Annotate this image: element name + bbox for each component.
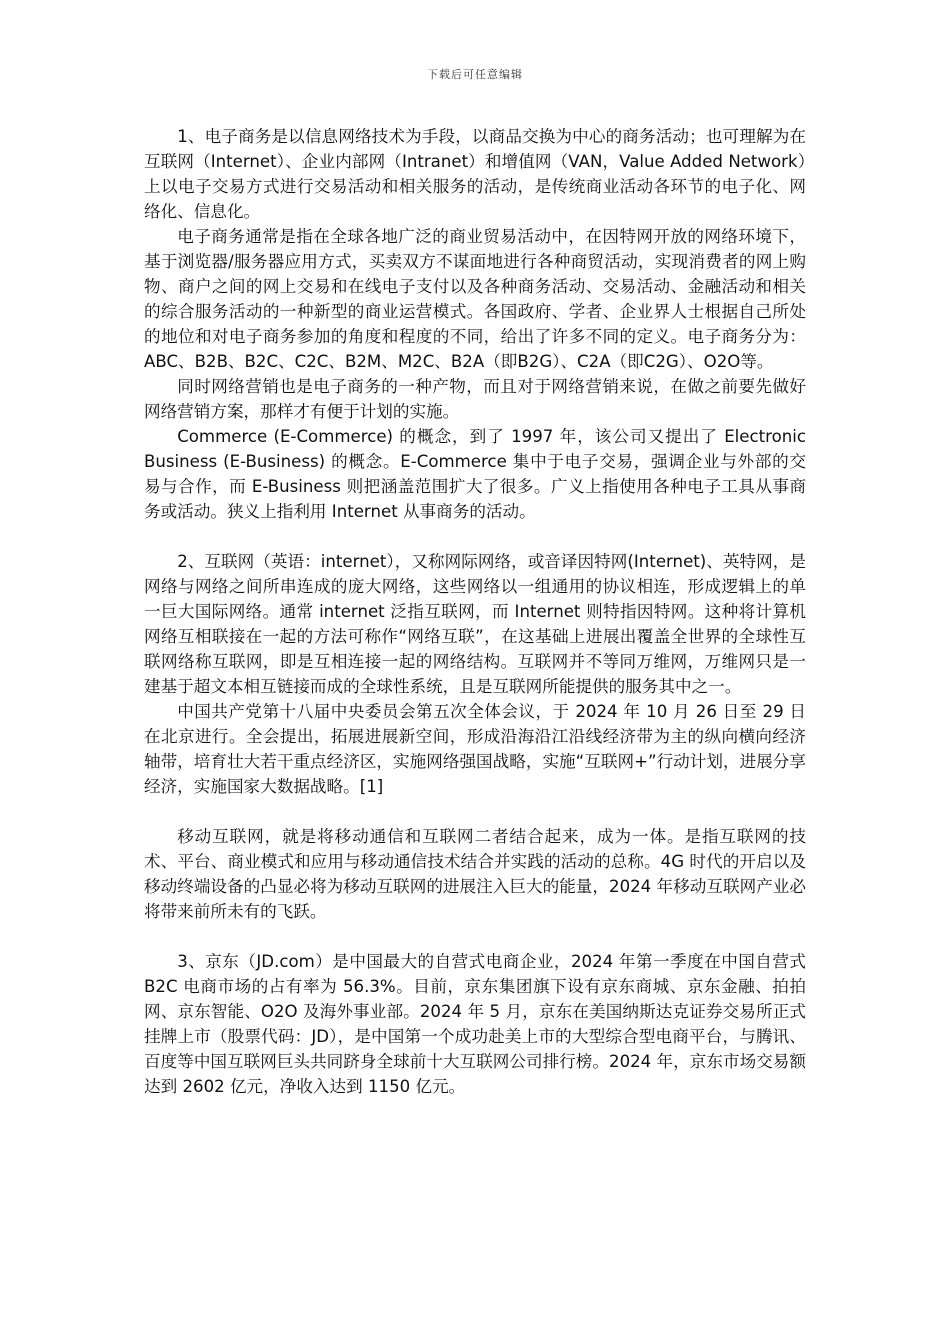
paragraph-internet-definition: 2、互联网（英语：internet），又称网际网络，或音译因特网(Internet)、英特网，是网络与网络之间所串连成的庞大网络，这些网络以一组通用的协议相连，形成逻辑上的单一巨大国际网络。通常 internet 泛指互联网，而 Internet 则特指因特网。这种将计算机网络互相联接在一起的方法可称作“网络互联”，在这基础上进展出覆盖全世界的全球性互联网络称互联网，即是互相连接一起的网络结构。互联网并不等同万维网，万维网只是一建基于超文本相互链接而成的全球性系统，且是互联网所能提供的服务其中之一。	[144, 552, 806, 696]
page-header: 下载后可任意编辑	[427, 68, 523, 81]
paragraph-jd: 3、京东（JD.com）是中国最大的自营式电商企业，2024 年第一季度在中国自营式 B2C 电商市场的占有率为 56.3%。目前，京东集团旗下设有京东商城、京东金融、拍拍网、京东智能、O2O 及海外事业部。2024 年 5 月，京东在美国纳斯达克证券交易所正式挂牌上市（股票代码：JD），是中国第一个成功赴美上市的大型综合型电商平台，与腾讯、百度等中国互联网巨头共同跻身全球前十大互联网公司排行榜。2024 年，京东市场交易额达到 2602 亿元，净收入达到 1150 亿元。	[144, 952, 806, 1096]
paragraph-ecommerce-definition: 1、电子商务是以信息网络技术为手段，以商品交换为中心的商务活动；也可理解为在互联网（Internet）、企业内部网（Intranet）和增值网（VAN，Value Added Network）上以电子交易方式进行交易活动和相关服务的活动，是传统商业活动各环节的电子化、网络化、信息化。	[144, 127, 806, 221]
paragraph-ecommerce-overview: 电子商务通常是指在全球各地广泛的商业贸易活动中，在因特网开放的网络环境下，基于浏览器/服务器应用方式，买卖双方不谋面地进行各种商贸活动，实现消费者的网上购物、商户之间的网上交易和在线电子支付以及各种商务活动、交易活动、金融活动和相关的综合服务活动的一种新型的商业运营模式。各国政府、学者、企业界人士根据自己所处的地位和对电子商务参加的角度和程度的不同，给出了许多不同的定义。电子商务分为：ABC、B2B、B2C、C2C、B2M、M2C、B2A（即B2G）、C2A（即C2G）、O2O等。	[144, 227, 806, 371]
paragraph-internet-plus: 中国共产党第十八届中央委员会第五次全体会议，于 2024 年 10 月 26 日至 29 日在北京进行。全会提出，拓展进展新空间，形成沿海沿江沿线经济带为主的纵向横向经济轴带，培育壮大若干重点经济区，实施网络强国战略，实施“互联网+”行动计划，进展分享经济，实施国家大数据战略。[1]	[144, 702, 806, 796]
paragraph-network-marketing: 同时网络营销也是电子商务的一种产物，而且对于网络营销来说，在做之前要先做好网络营销方案，那样才有便于计划的实施。	[144, 377, 806, 421]
document-body	[144, 124, 806, 1099]
paragraph-mobile-internet: 移动互联网，就是将移动通信和互联网二者结合起来，成为一体。是指互联网的技术、平台、商业模式和应用与移动通信技术结合并实践的活动的总称。4G 时代的开启以及移动终端设备的凸显必将为移动互联网的进展注入巨大的能量，2024 年移动互联网产业必将带来前所未有的飞跃。	[144, 827, 806, 921]
paragraph-ebusiness: Commerce (E-Commerce) 的概念，到了 1997 年，该公司又提出了 Electronic Business (E-Business) 的概念。E-Commerce 集中于电子交易，强调企业与外部的交易与合作，而 E-Business 则把涵盖范围扩大了很多。广义上指使用各种电子工具从事商务或活动。狭义上指利用 Internet 从事商务的活动。	[144, 427, 806, 521]
